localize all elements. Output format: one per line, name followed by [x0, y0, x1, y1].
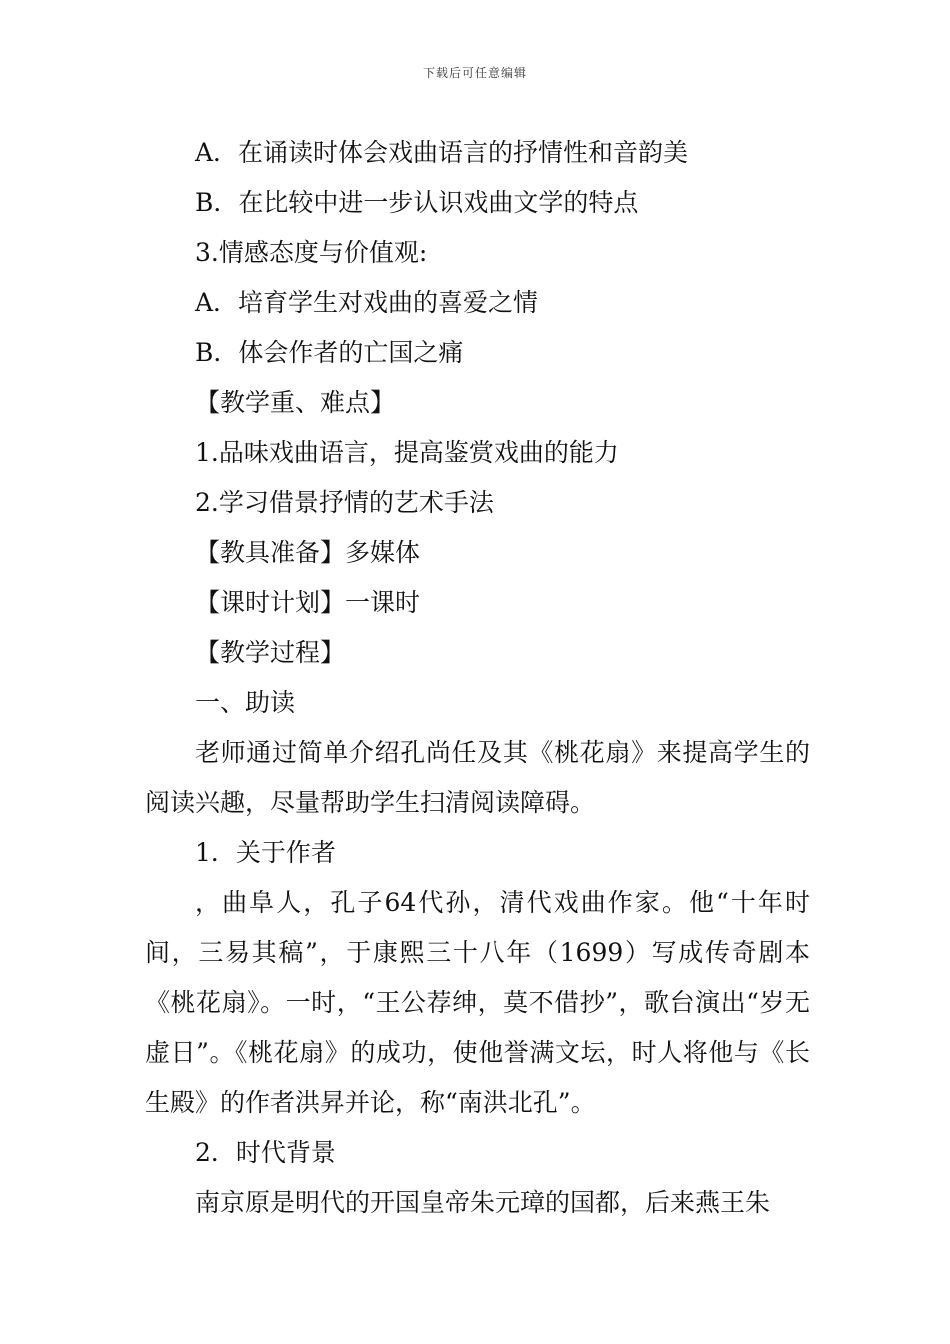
key-point-2: 2.学习借景抒情的艺术手法	[195, 488, 494, 517]
objective-a-reading: A．在诵读时体会戏曲语言的抒情性和音韵美	[195, 138, 689, 167]
section-reading-aid: 一、助读	[195, 688, 296, 717]
objective-a-love: A．培育学生对戏曲的喜爱之情	[195, 288, 539, 317]
heading-about-author: 1．关于作者	[195, 838, 336, 867]
section-emotion-values: 3.情感态度与价值观:	[195, 238, 428, 267]
heading-schedule: 【课时计划】一课时	[195, 588, 421, 617]
objective-b-grief: B．体会作者的亡国之痛	[195, 338, 464, 367]
heading-materials: 【教具准备】多媒体	[195, 538, 421, 567]
paragraph-intro: 老师通过简单介绍孔尚任及其《桃花扇》来提高学生的阅读兴趣，尽量帮助学生扫清阅读障碍。	[145, 738, 810, 817]
paragraph-background: 南京原是明代的开国皇帝朱元璋的国都，后来燕王朱	[195, 1188, 771, 1217]
heading-background: 2．时代背景	[195, 1138, 336, 1167]
page-header: 下载后可任意编辑	[422, 66, 527, 80]
key-point-1: 1.品味戏曲语言，提高鉴赏戏曲的能力	[195, 438, 619, 467]
heading-process: 【教学过程】	[195, 638, 346, 667]
heading-key-points: 【教学重、难点】	[195, 388, 396, 417]
objective-b-comparison: B．在比较中进一步认识戏曲文学的特点	[195, 188, 639, 217]
paragraph-author: ，曲阜人，孔子64代孙，清代戏曲作家。他“十年时间，三易其稿”，于康熙三十八年（1699）写成传奇剧本《桃花扇》。一时，“王公荐绅，莫不借抄”，歌台演出“岁无虚日”。《桃花扇》的成功，使他誉满文坛，时人将他与《长生殿》的作者洪昇并论，称“南洪北孔”。	[145, 888, 810, 1117]
document-body	[145, 128, 810, 1228]
